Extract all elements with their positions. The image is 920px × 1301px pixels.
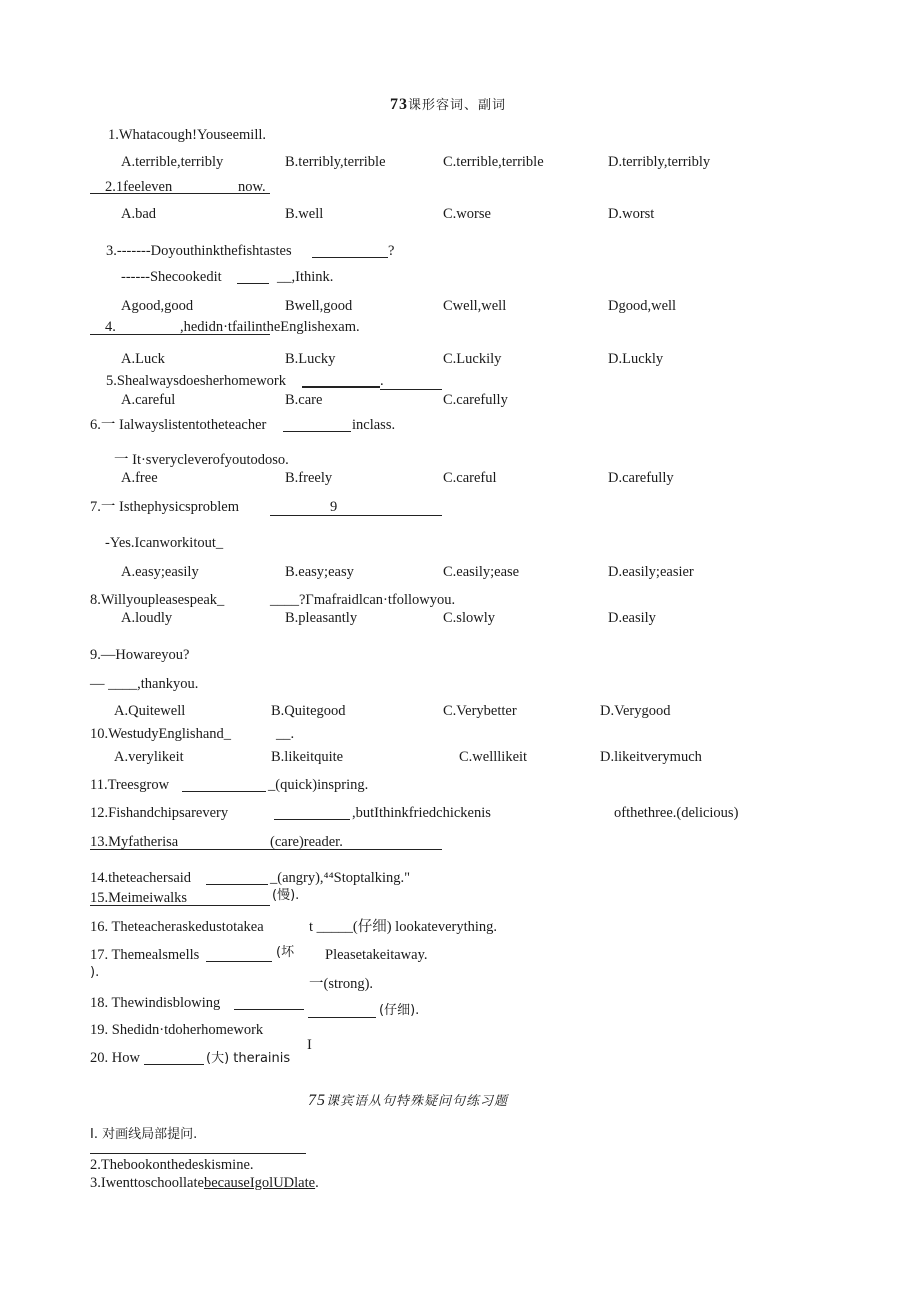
question-3-stem: 3.-------Doyouthinkthefishtastes [106,243,292,259]
q2-option-b: B.well [285,206,324,222]
q10-option-b: B.likeitquite [271,749,344,765]
question-20-hint: (大) therainis [206,1051,291,1066]
q1-option-d: D.terribly,terribly [608,154,711,170]
q5-blank [302,386,380,388]
question-17-stem: 17. Themealsmells [90,947,200,963]
question-6-stem-end: inclass. [352,417,396,433]
q11-blank [182,791,266,792]
section-sentence-3: 3.IwenttoschoollatebecauseIgolUDlate. [90,1175,319,1191]
question-3-line-2-end: __,Ithink. [277,269,334,285]
section-underline [90,1153,306,1154]
q17-blank [206,961,272,962]
question-7-line-2: -Yes.Icanworkitout_ [105,535,224,551]
question-3-stem-end: ? [388,243,395,259]
q4-option-c: C.Luckily [443,351,502,367]
q6-blank [283,431,351,432]
q15-underline [90,905,270,906]
question-7-stem: 7.一 Isthephysicsproblem [90,499,240,515]
question-13-stem: 13.Myfatherisa [90,834,179,850]
question-12-stem: 12.Fishandchipsarevery [90,805,229,821]
question-16-stem-end: t _____(仔细) lookateverything. [309,919,498,935]
q3-option-b: Bwell,good [285,298,353,314]
question-8-stem: 8.Willyoupleasespeak_ [90,592,225,608]
question-20-mark: I [307,1037,312,1053]
q9-option-b: B.Quitegood [271,703,346,719]
question-5-stem: 5.Shealwaysdoesherhomework [106,373,286,389]
q7-option-d: D.easily;easier [608,564,694,580]
q8-option-c: C.slowly [443,610,495,626]
q5-option-b: B.care [285,392,323,408]
q4-option-d: D.Luckly [608,351,664,367]
question-5-stem-end: . [380,373,384,389]
question-17-stem-end: Pleasetakeitaway. [325,947,428,963]
q7-option-a: A.easy;easily [121,564,199,580]
question-15-stem: 15.Meimeiwalks [90,890,188,906]
question-15-stem-end: (慢). [272,888,300,903]
question-10-stem-end: __. [276,726,295,742]
question-13-stem-end: (care)reader. [270,834,343,850]
q5-option-c: C.carefully [443,392,508,408]
question-12-stem-end: ofthethree.(delicious) [614,805,739,821]
q10-option-a: A.verylikeit [114,749,184,765]
question-20-stem: 20. How [90,1050,140,1066]
q4-option-a: A.Luck [121,351,165,367]
question-4-stem: ,hedidn·tfailintheEnglishexam. [180,319,360,335]
q2-option-d: D.worst [608,206,655,222]
question-18-stem: 18. Thewindisblowing [90,995,221,1011]
question-11-stem-end: _(quick)inspring. [268,777,369,793]
question-17-hint: (坏 [276,945,295,960]
q9-option-a: A.Quitewell [114,703,186,719]
question-3-line-2: ------Shecookedit [121,269,222,285]
question-14-stem-end: _(angry),⁴⁴Stoptalking." [270,870,411,886]
question-16-stem: 16. Theteacheraskedustotakea [90,919,264,935]
q8-option-b: B.pleasantly [285,610,358,626]
q19-blank [308,1017,376,1018]
q3-option-a: Agood,good [121,298,194,314]
question-4-number: 4. [105,319,116,335]
question-17-hint-close: ). [90,965,100,980]
q2-option-a: A.bad [121,206,157,222]
question-6-stem: 6.一 Ialwayslistentotheteacher [90,417,267,433]
q1-option-b: B.terribly,terrible [285,154,386,170]
q12-blank [274,819,350,820]
question-12-stem-mid: ,butIthinkfriedchickenis [352,805,491,821]
question-7-blank-mark: 9 [330,499,338,515]
q9-option-c: C.Verybetter [443,703,517,719]
section-sentence-2: 2.Thebookonthedeskismine. [90,1157,254,1173]
q2-underline [90,193,270,194]
q1-option-c: C.terrible,terrible [443,154,544,170]
q9-option-d: D.Verygood [600,703,671,719]
q8-option-d: D.easily [608,610,656,626]
question-8-stem-end: ____?Γmafraidlcan·tfollowyou. [270,592,456,608]
lesson-title-75: 75课宾语从句特殊疑问句练习题 [308,1092,509,1109]
question-9-stem: 9.—Howareyou? [90,647,190,663]
question-1-stem: 1.Whatacough!Youseemill. [108,127,266,143]
q6-option-d: D.carefully [608,470,674,486]
question-19-hint: (仔细). [379,1003,420,1018]
question-19-stem: 19. Shedidn·tdoherhomework [90,1022,264,1038]
q2-option-c: C.worse [443,206,491,222]
q4-underline [90,334,270,335]
q10-option-c: C.welllikeit [459,749,528,765]
q5-underline [380,389,442,390]
question-14-stem: 14.theteachersaid [90,870,192,886]
section-heading: I. 对画线局部提问. [90,1127,198,1142]
q3-option-c: Cwell,well [443,298,507,314]
question-10-stem: 10.WestudyEnglishand_ [90,726,231,742]
question-9-line-2: — ____,thankyou. [90,676,199,692]
q3-blank-1 [312,257,388,258]
q7-option-c: C.easily;ease [443,564,520,580]
q3-option-d: Dgood,well [608,298,677,314]
q18-blank [234,1009,304,1010]
lesson-title-73: 73课形容词、副词 [390,96,507,113]
q6-option-b: B.freely [285,470,333,486]
q13-underline [90,849,442,850]
q4-option-b: B.Lucky [285,351,336,367]
q10-option-d: D.likeitverymuch [600,749,702,765]
q20-blank [144,1064,204,1065]
q7-option-b: B.easy;easy [285,564,354,580]
q5-option-a: A.careful [121,392,176,408]
question-2-stem: 2.1feeleven [105,179,173,195]
q6-option-c: C.careful [443,470,497,486]
q14-blank [206,884,268,885]
q8-option-a: A.loudly [121,610,173,626]
question-2-stem-end: now. [238,179,266,195]
q7-underline [270,515,442,516]
q1-option-a: A.terrible,terribly [121,154,224,170]
q6-option-a: A.free [121,470,158,486]
question-11-stem: 11.Treesgrow [90,777,170,793]
question-6-line-2: 一 It·sverycleverofyoutodoso. [114,452,289,468]
q3-blank-2 [237,283,269,284]
question-18-hint: 一(strong). [309,976,374,992]
